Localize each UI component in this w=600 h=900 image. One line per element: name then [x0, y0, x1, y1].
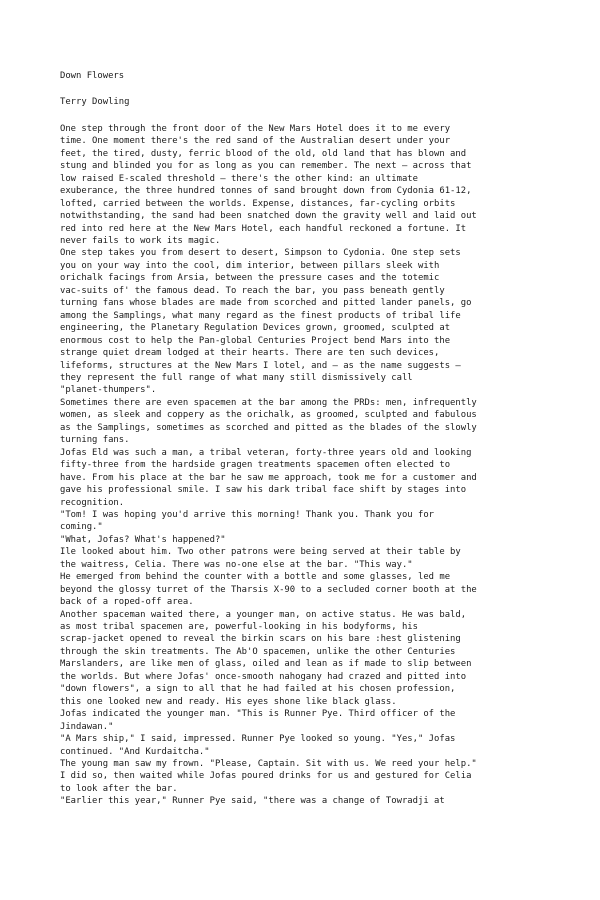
paragraph: He emerged from behind the counter with a bottle and some glasses, led me beyond the glossy turret of the Tharsis X-90 to a secluded corner booth at the back of a roped-off area. — [60, 572, 477, 608]
paragraph: "Earlier this year," Runner Pye said, "there was a change of Towradji at — [60, 796, 445, 807]
document-page — [60, 70, 590, 808]
paragraph: Jofas indicated the younger man. "This is Runner Pye. Third officer of the Jindawan." — [60, 709, 456, 732]
paragraph: Sometimes there are even spacemen at the bar among the PRDs: men, infrequently women, as sleek and coppery as the orichalk, as groomed, sculpted and fabulous as the Samplings, sometimes as scorched and pitted as the blades of the slowly turning fans. — [60, 397, 477, 446]
document-author: Terry Dowling — [60, 97, 130, 108]
paragraph: Ile looked about him. Two other patrons were being served at their table by the waitress, Celia. There was no-one else at the bar. "This way." — [60, 547, 461, 570]
paragraph: "What, Jofas? What's happened?" — [60, 534, 226, 545]
paragraph: One step through the front door of the New Mars Hotel does it to me every time. One moment there's the red sand of the Australian desert under your feet, the tired, dusty, ferric blood of the old, old land that has blown and stung and blinded you for as long as you can remember. The next — across that low raised E-scaled threshold — there's the other kind: an ultimate exuberance, the three hundred tonnes of sand brought down from Cydonia 61-12, lofted, carried between the worlds. Expense, distances, far-cycling orbits notwithstanding, the sand had been snatched down the gravity well and laid out red into red here at the New Mars Hotel, each handful reckoned a fortune. It never fails to work its magic. — [60, 123, 477, 246]
document-body — [60, 123, 590, 808]
document-title: Down Flowers — [60, 71, 125, 81]
paragraph: "Tom! I was hoping you'd arrive this morning! Thank you. Thank you for coming." — [60, 509, 435, 533]
paragraph: Another spaceman waited there, a younger man, on active status. He was bald, as most tribal spacemen are, powerful-looking in his bodyforms, his scrap-jacket opened to reveal the birkin scars on his bare :hest glistening through the skin treatments. The Ab'O spacemen, unlike the other Centuries Marslanders, are like men of glass, oiled and lean as if made to slip between the worlds. But where Jofas' once-smooth nahogany had crazed and pitted into "down flowers", a sign to all that he had failed at his chosen profession, this one looked new and ready. His eyes shone like black glass. — [60, 609, 472, 707]
paragraph: The young man saw my frown. "Please, Captain. Sit with us. We reed your help." I did so, then waited while Jofas poured drinks for us and gestured for Celia to look after the bar. — [60, 759, 477, 794]
paragraph: "A Mars ship," I said, impressed. Runner Pye looked so young. "Yes," Jofas continued. "And Kurdaitcha." — [60, 734, 456, 757]
paragraph: One step takes you from desert to desert, Simpson to Cydonia. One step sets you on your way into the cool, dim interior, between pillars sleek with orichalk facings from Arsia, between the pressure cases and the totemic vac-suits of' the famous dead. To reach the bar, you pass beneath gently turning fans whose blades are made from scorched and pitted lander panels, go among the Samplings, what many regard as the finest products of tribal life engineering, the Planetary Regulation Devices grown, groomed, sculpted at enormous cost to help the Pan-global Centuries Project bend Mars into the strange quiet dream lodged at their hearts. There are ten such devices, lifeforms, structures at the New Mars I lotel, and — as the name suggests — they represent the full range of what many still dismissively call "planet-thumpers". — [60, 248, 472, 396]
paragraph: Jofas Eld was such a man, a tribal veteran, forty-three years old and looking fifty-three from the hardside gragen treatments spacemen often elected to have. From his place at the bar he saw me approach, took me for a customer and gave his professional smile. I saw his dark tribal face shift by stages into recognition. — [60, 447, 477, 508]
